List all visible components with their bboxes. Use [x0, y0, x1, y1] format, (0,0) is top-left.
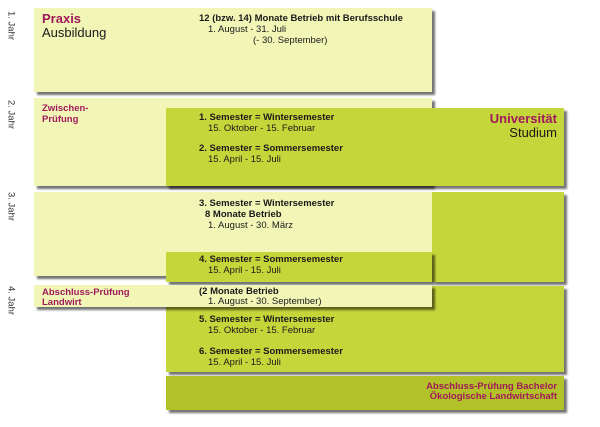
- landwirt-exam-label-2: Landwirt: [42, 297, 82, 308]
- sem2-title: 2. Semester = Sommersemester: [199, 143, 343, 154]
- praxis-dates: 1. August - 31. Juli: [208, 24, 287, 35]
- bachelor-exam-label-1: Abschluss-Prüfung Bachelor: [426, 381, 557, 392]
- landwirt-exam-label-1: Abschluss-Prüfung: [42, 287, 130, 298]
- praxis-heading: 12 (bzw. 14) Monate Betrieb mit Berufsschule: [199, 13, 403, 24]
- universitaet-title: Universität: [489, 111, 557, 126]
- universitaet-subtitle: Studium: [509, 125, 557, 140]
- sem6-title: 6. Semester = Sommersemester: [199, 346, 343, 357]
- betrieb2-dates: 1. August - 30. September): [208, 296, 322, 307]
- sem4-title: 4. Semester = Sommersemester: [199, 254, 343, 265]
- sem1-dates: 15. Oktober - 15. Februar: [208, 123, 316, 134]
- sem3-dates: 1. August - 30. März: [208, 220, 294, 231]
- year-label-2: 2. Jahr: [5, 100, 17, 130]
- sem3-extension-block: [432, 192, 564, 282]
- praxis-dates-extended: (- 30. September): [253, 35, 328, 46]
- sem6-dates: 15. April - 15. Juli: [208, 357, 281, 368]
- year-label-4: 4. Jahr: [5, 286, 17, 316]
- sem3-betrieb: 8 Monate Betrieb: [205, 209, 282, 220]
- zwischen-pruefung-label-2: Prüfung: [42, 114, 79, 125]
- sem5-dates: 15. Oktober - 15. Februar: [208, 325, 316, 336]
- bachelor-exam-label-2: Ökologische Landwirtschaft: [429, 391, 557, 402]
- praxis-subtitle: Ausbildung: [42, 25, 107, 40]
- sem5-title: 5. Semester = Wintersemester: [199, 314, 335, 325]
- praxis-title: Praxis: [42, 11, 82, 26]
- sem2-dates: 15. April - 15. Juli: [208, 154, 281, 165]
- zwischen-pruefung-label-1: Zwischen-: [42, 103, 89, 114]
- betrieb2-title: (2 Monate Betrieb: [199, 286, 279, 297]
- sem3-title: 3. Semester = Wintersemester: [199, 198, 335, 209]
- sem4-dates: 15. April - 15. Juli: [208, 265, 281, 276]
- year-label-3: 3. Jahr: [5, 192, 17, 222]
- year-label-1: 1. Jahr: [5, 11, 17, 41]
- sem1-title: 1. Semester = Wintersemester: [199, 112, 335, 123]
